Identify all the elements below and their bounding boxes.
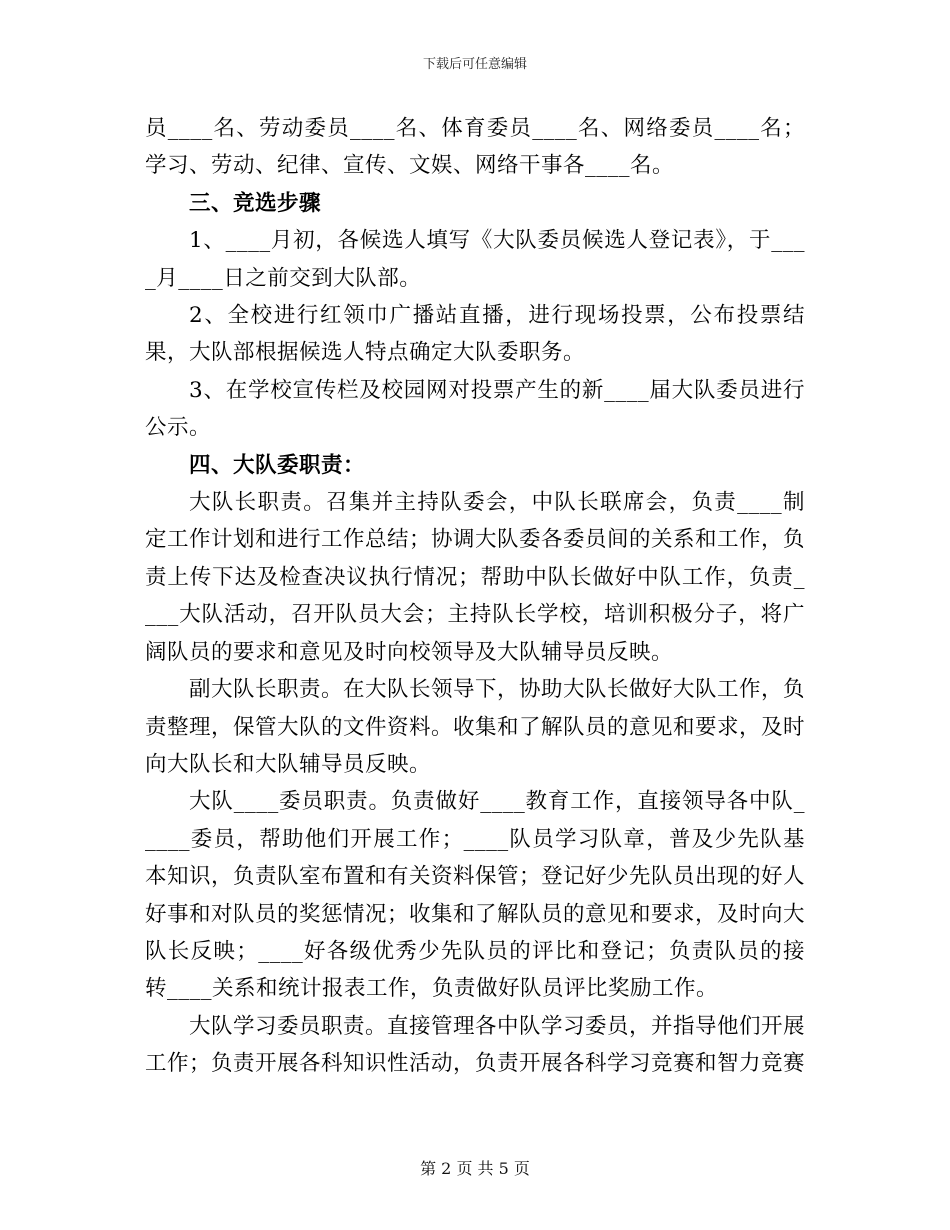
document-body	[145, 110, 805, 1083]
paragraph-captain-duties: 大队长职责。召集并主持队委会，中队长联席会，负责____制定工作计划和进行工作总结；协调大队委各委员间的关系和工作，负责上传下达及检查决议执行情况；帮助中队长做好中队工作，负责____大队活动，召开队员大会；主持队长学校，培训积极分子，将广阔队员的要求和意见及时向校领导及大队辅导员反映。	[145, 490, 806, 665]
section-heading-election-steps: 三、竞选步骤	[189, 190, 322, 216]
paragraph-committee-counts: 员____名、劳动委员____名、体育委员____名、网络委员____名；学习、劳动、纪律、宣传、文娱、网络干事各____名。	[145, 116, 805, 179]
page-header-note: 下载后可任意编辑	[422, 57, 527, 72]
page-number-footer: 第 2 页 共 5 页	[420, 1159, 530, 1178]
paragraph-step-3: 3、在学校宣传栏及校园网对投票产生的新____届大队委员进行公示。	[145, 377, 805, 441]
paragraph-vice-captain-duties: 副大队长职责。在大队长领导下，协助大队长做好大队工作，负责整理，保管大队的文件资料。收集和了解队员的意见和要求，及时向大队长和大队辅导员反映。	[145, 677, 806, 777]
section-heading-duties: 四、大队委职责：	[189, 452, 366, 478]
paragraph-step-2: 2、全校进行红领巾广播站直播，进行现场投票，公布投票结果，大队部根据候选人特点确定大队委职务。	[145, 303, 805, 366]
paragraph-step-1: 1、____月初，各候选人填写《大队委员候选人登记表》，于____月____日之前交到大队部。	[145, 228, 805, 291]
paragraph-study-committee-duties: 大队学习委员职责。直接管理各中队学习委员，并指导他们开展工作；负责开展各科知识性活动，负责开展各科学习竞赛和智力竞赛	[145, 1013, 806, 1077]
paragraph-committee-member-duties: 大队____委员职责。负责做好____教育工作，直接领导各中队_____委员，帮助他们开展工作；____队员学习队章，普及少先队基本知识，负责队室布置和有关资料保管；登记好少先队员出现的好人好事和对队员的奖惩情况；收集和了解队员的意见和要求，及时向大队长反映；____好各级优秀少先队员的评比和登记；负责队员的接转____关系和统计报表工作，负责做好队员评比奖励工作。	[145, 789, 806, 1002]
